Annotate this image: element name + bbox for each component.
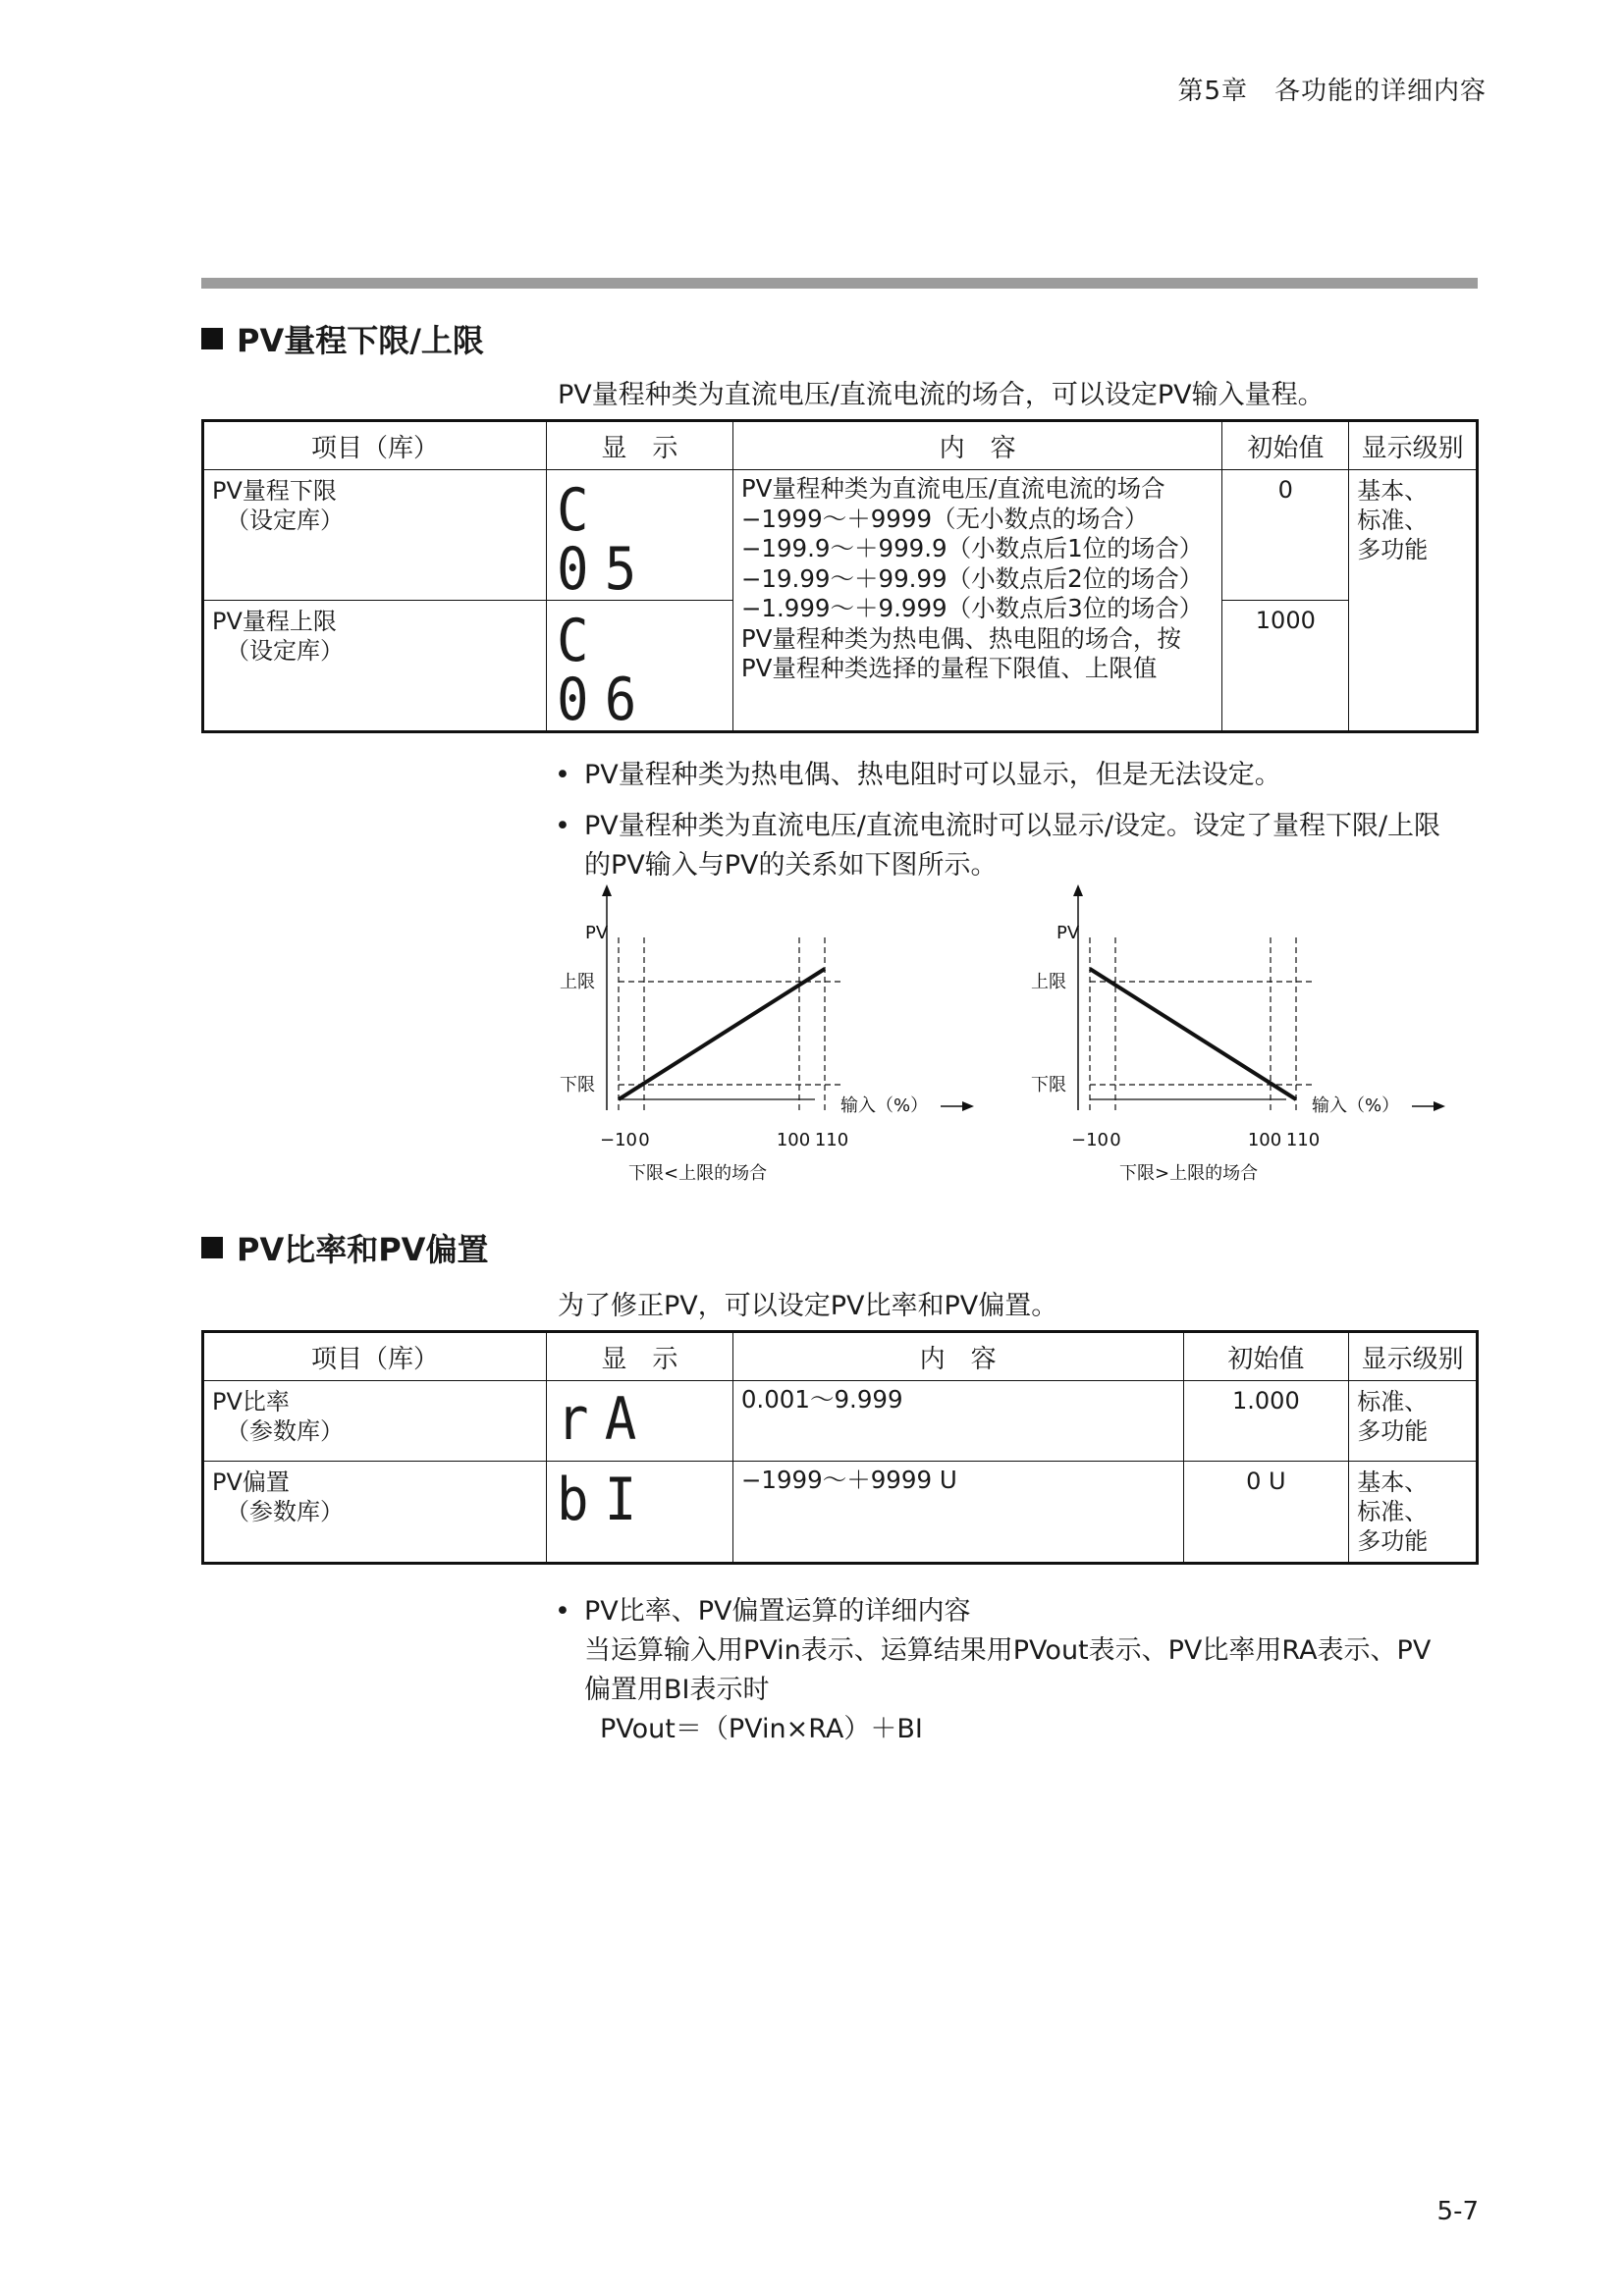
square-bullet-icon [201, 328, 223, 349]
content-line: −1.999～＋9.999（小数点后3位的场合） [740, 594, 1204, 622]
note-item [555, 807, 1440, 846]
upper-label: 上限 [1031, 972, 1066, 992]
chart-caption: 下限>上限的场合 [1119, 1163, 1259, 1184]
table-row [203, 470, 1478, 601]
note-block [555, 756, 1440, 885]
content-cell: −1999～＋9999 U [732, 1462, 1183, 1564]
table-row [203, 1381, 1478, 1462]
item-bank: （参数库） [226, 1417, 344, 1445]
input-label: 输入（%） [1312, 1095, 1400, 1116]
table-row [203, 1462, 1478, 1564]
display-cell [547, 470, 733, 604]
level-line: 标准、 [1357, 1498, 1429, 1525]
note-text: 当运算输入用PVin表示、运算结果用PVout表示、PV比率用RA表示、PV [584, 1635, 1432, 1666]
display-cell [547, 1462, 733, 1564]
xtick-label: 0 [638, 1130, 650, 1150]
xtick-label: 100 [1247, 1130, 1282, 1150]
header-level: 显示级别 [1349, 1332, 1478, 1381]
note-text: 的PV输入与PV的关系如下图所示。 [584, 850, 998, 881]
pv-chart-decreasing [1021, 879, 1453, 1193]
square-bullet-icon [201, 1237, 223, 1258]
level-line: 多功能 [1357, 536, 1429, 563]
bullet-icon: • [555, 760, 570, 790]
header-item: 项目（库） [203, 421, 547, 470]
lower-label: 下限 [1031, 1075, 1066, 1095]
content-line: PV量程种类为直流电压/直流电流的场合 [740, 474, 1165, 503]
formula: PVout＝（PVin×RA）＋BI [600, 1714, 923, 1744]
segment-display: C 05 [557, 476, 653, 604]
section-title-pv-range [201, 316, 484, 361]
input-label: 输入（%） [840, 1095, 929, 1116]
page-number: 5-7 [1436, 2197, 1479, 2226]
header-item: 项目（库） [203, 1332, 547, 1381]
lower-label: 下限 [560, 1075, 595, 1095]
table-header-row [203, 1332, 1478, 1381]
xtick-label: 100 [776, 1130, 811, 1150]
section-title-text: PV量程下限/上限 [237, 322, 484, 359]
content-cell: 0.001～9.999 [732, 1381, 1183, 1462]
xtick-label: −10 [1071, 1130, 1109, 1150]
level-line: 基本、 [1357, 477, 1429, 505]
series-line [619, 969, 825, 1099]
x-axis-arrow-icon [962, 1101, 974, 1111]
y-axis-arrow-icon [602, 884, 612, 896]
table-header-row [203, 421, 1478, 470]
xtick-label: −10 [600, 1130, 637, 1150]
note-text: 偏置用BI表示时 [584, 1675, 770, 1705]
item-bank: （设定库） [226, 507, 344, 534]
display-cell [547, 601, 733, 732]
note-text: PV比率、PV偏置运算的详细内容 [584, 1596, 971, 1627]
level-cell [1349, 1381, 1478, 1462]
content-cell [732, 470, 1222, 732]
content-line: −19.99～＋99.99（小数点后2位的场合） [740, 563, 1204, 593]
segment-display: bI [557, 1466, 653, 1534]
pv-label: PV [585, 923, 609, 943]
section-intro: 为了修正PV，可以设定PV比率和PV偏置。 [558, 1291, 1058, 1321]
content-line: PV量程种类为热电偶、热电阻的场合，按 [740, 623, 1181, 653]
item-cell [203, 601, 547, 732]
xtick-label: 0 [1110, 1130, 1121, 1150]
section-intro: PV量程种类为直流电压/直流电流的场合，可以设定PV输入量程。 [558, 380, 1325, 410]
x-axis-arrow-icon [1434, 1101, 1445, 1111]
item-cell [203, 1381, 547, 1462]
segment-display: rA [557, 1385, 653, 1454]
initial-value: 1.000 [1183, 1381, 1349, 1462]
level-cell [1349, 470, 1478, 732]
header-initial: 初始值 [1222, 421, 1349, 470]
header-display: 显 示 [547, 1332, 733, 1381]
pv-ratio-bias-table [201, 1330, 1479, 1565]
level-line: 标准、 [1357, 1388, 1429, 1415]
level-line: 多功能 [1357, 1527, 1429, 1555]
upper-label: 上限 [560, 972, 595, 992]
bullet-icon: • [555, 811, 570, 841]
item-bank: （参数库） [226, 1498, 344, 1525]
note-text: PV量程种类为热电偶、热电阻时可以显示，但是无法设定。 [584, 760, 1281, 790]
header-level: 显示级别 [1349, 421, 1478, 470]
header-initial: 初始值 [1183, 1332, 1349, 1381]
initial-value: 0 [1222, 470, 1349, 601]
pv-range-table [201, 419, 1479, 733]
content-line: −199.9～＋999.9（小数点后1位的场合） [740, 534, 1204, 562]
note-item [555, 1592, 1431, 1631]
section-title-pv-ratio-bias [201, 1225, 488, 1270]
display-cell [547, 1381, 733, 1462]
y-axis-arrow-icon [1073, 884, 1083, 896]
level-cell [1349, 1462, 1478, 1564]
section-title-text: PV比率和PV偏置 [237, 1231, 489, 1268]
level-line: 标准、 [1357, 507, 1429, 534]
chapter-header: 第5章 各功能的详细内容 [1177, 77, 1487, 106]
initial-value: 1000 [1222, 601, 1349, 732]
header-display: 显 示 [547, 421, 733, 470]
xtick-label: 110 [1285, 1130, 1321, 1150]
content-line: PV量程种类选择的量程下限值、上限值 [740, 654, 1158, 682]
pv-chart-increasing [550, 879, 982, 1193]
header-content: 内 容 [732, 1332, 1183, 1381]
item-name: PV量程下限 [212, 477, 337, 505]
item-name: PV比率 [212, 1388, 290, 1415]
item-name: PV量程上限 [212, 608, 337, 635]
series-line [1090, 969, 1296, 1099]
segment-display: C 06 [557, 607, 653, 734]
item-cell [203, 1462, 547, 1564]
pv-label: PV [1056, 923, 1080, 943]
bullet-icon: • [555, 1596, 570, 1627]
note-text: PV量程种类为直流电压/直流电流时可以显示/设定。设定了量程下限/上限 [584, 811, 1441, 841]
item-cell [203, 470, 547, 601]
note-item [555, 756, 1440, 795]
header-content: 内 容 [732, 421, 1222, 470]
note-block [555, 1592, 1431, 1749]
initial-value: 0 U [1183, 1462, 1349, 1564]
section-divider [201, 278, 1478, 289]
xtick-label: 110 [814, 1130, 849, 1150]
level-line: 多功能 [1357, 1417, 1429, 1445]
chart-caption: 下限<上限的场合 [628, 1163, 768, 1184]
content-line: −1999～＋9999（无小数点的场合） [740, 504, 1149, 533]
item-bank: （设定库） [226, 637, 344, 665]
level-line: 基本、 [1357, 1468, 1429, 1496]
item-name: PV偏置 [212, 1468, 290, 1496]
